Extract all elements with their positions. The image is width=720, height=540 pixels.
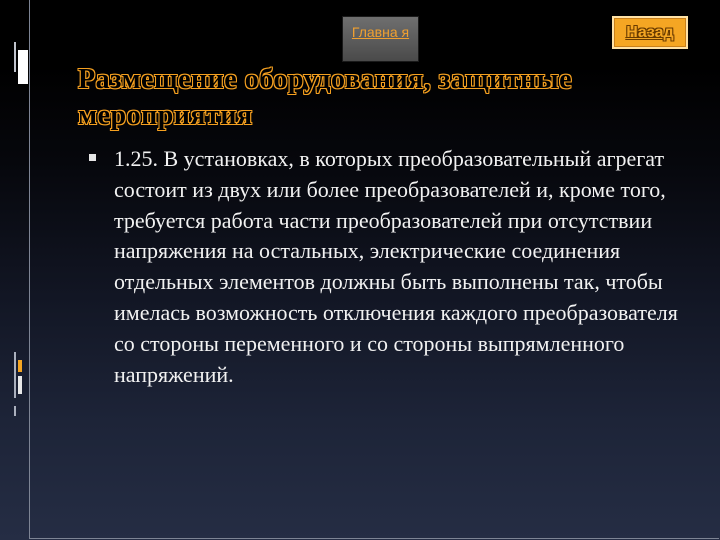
bullet-icon <box>89 154 96 161</box>
deco-bar <box>18 50 28 84</box>
left-decoration <box>0 0 30 540</box>
back-button[interactable] <box>612 16 688 49</box>
back-button-label: Назад <box>626 24 674 41</box>
deco-bar <box>18 376 22 394</box>
deco-bar <box>14 406 16 416</box>
home-button-label: Главна я <box>351 24 410 40</box>
deco-bar <box>14 42 16 72</box>
deco-bar <box>14 352 16 398</box>
slide-title: Размещение оборудования, защитные мероприятия <box>78 64 572 131</box>
deco-bar <box>18 360 22 372</box>
bullet-text: 1.25. В установках, в которых преобразовательный агрегат состоит из двух или более преобразователей и, кроме того, требуется работа части преобразователей при отсутствии напряжения на остальных, электрические соединения отдельных элементов должны быть выполнены так, чтобы имелась возможность отключения каждого преобразователя со стороны переменного и со стороны выпрямленного напряжений. <box>114 146 678 387</box>
home-button[interactable] <box>342 16 419 62</box>
